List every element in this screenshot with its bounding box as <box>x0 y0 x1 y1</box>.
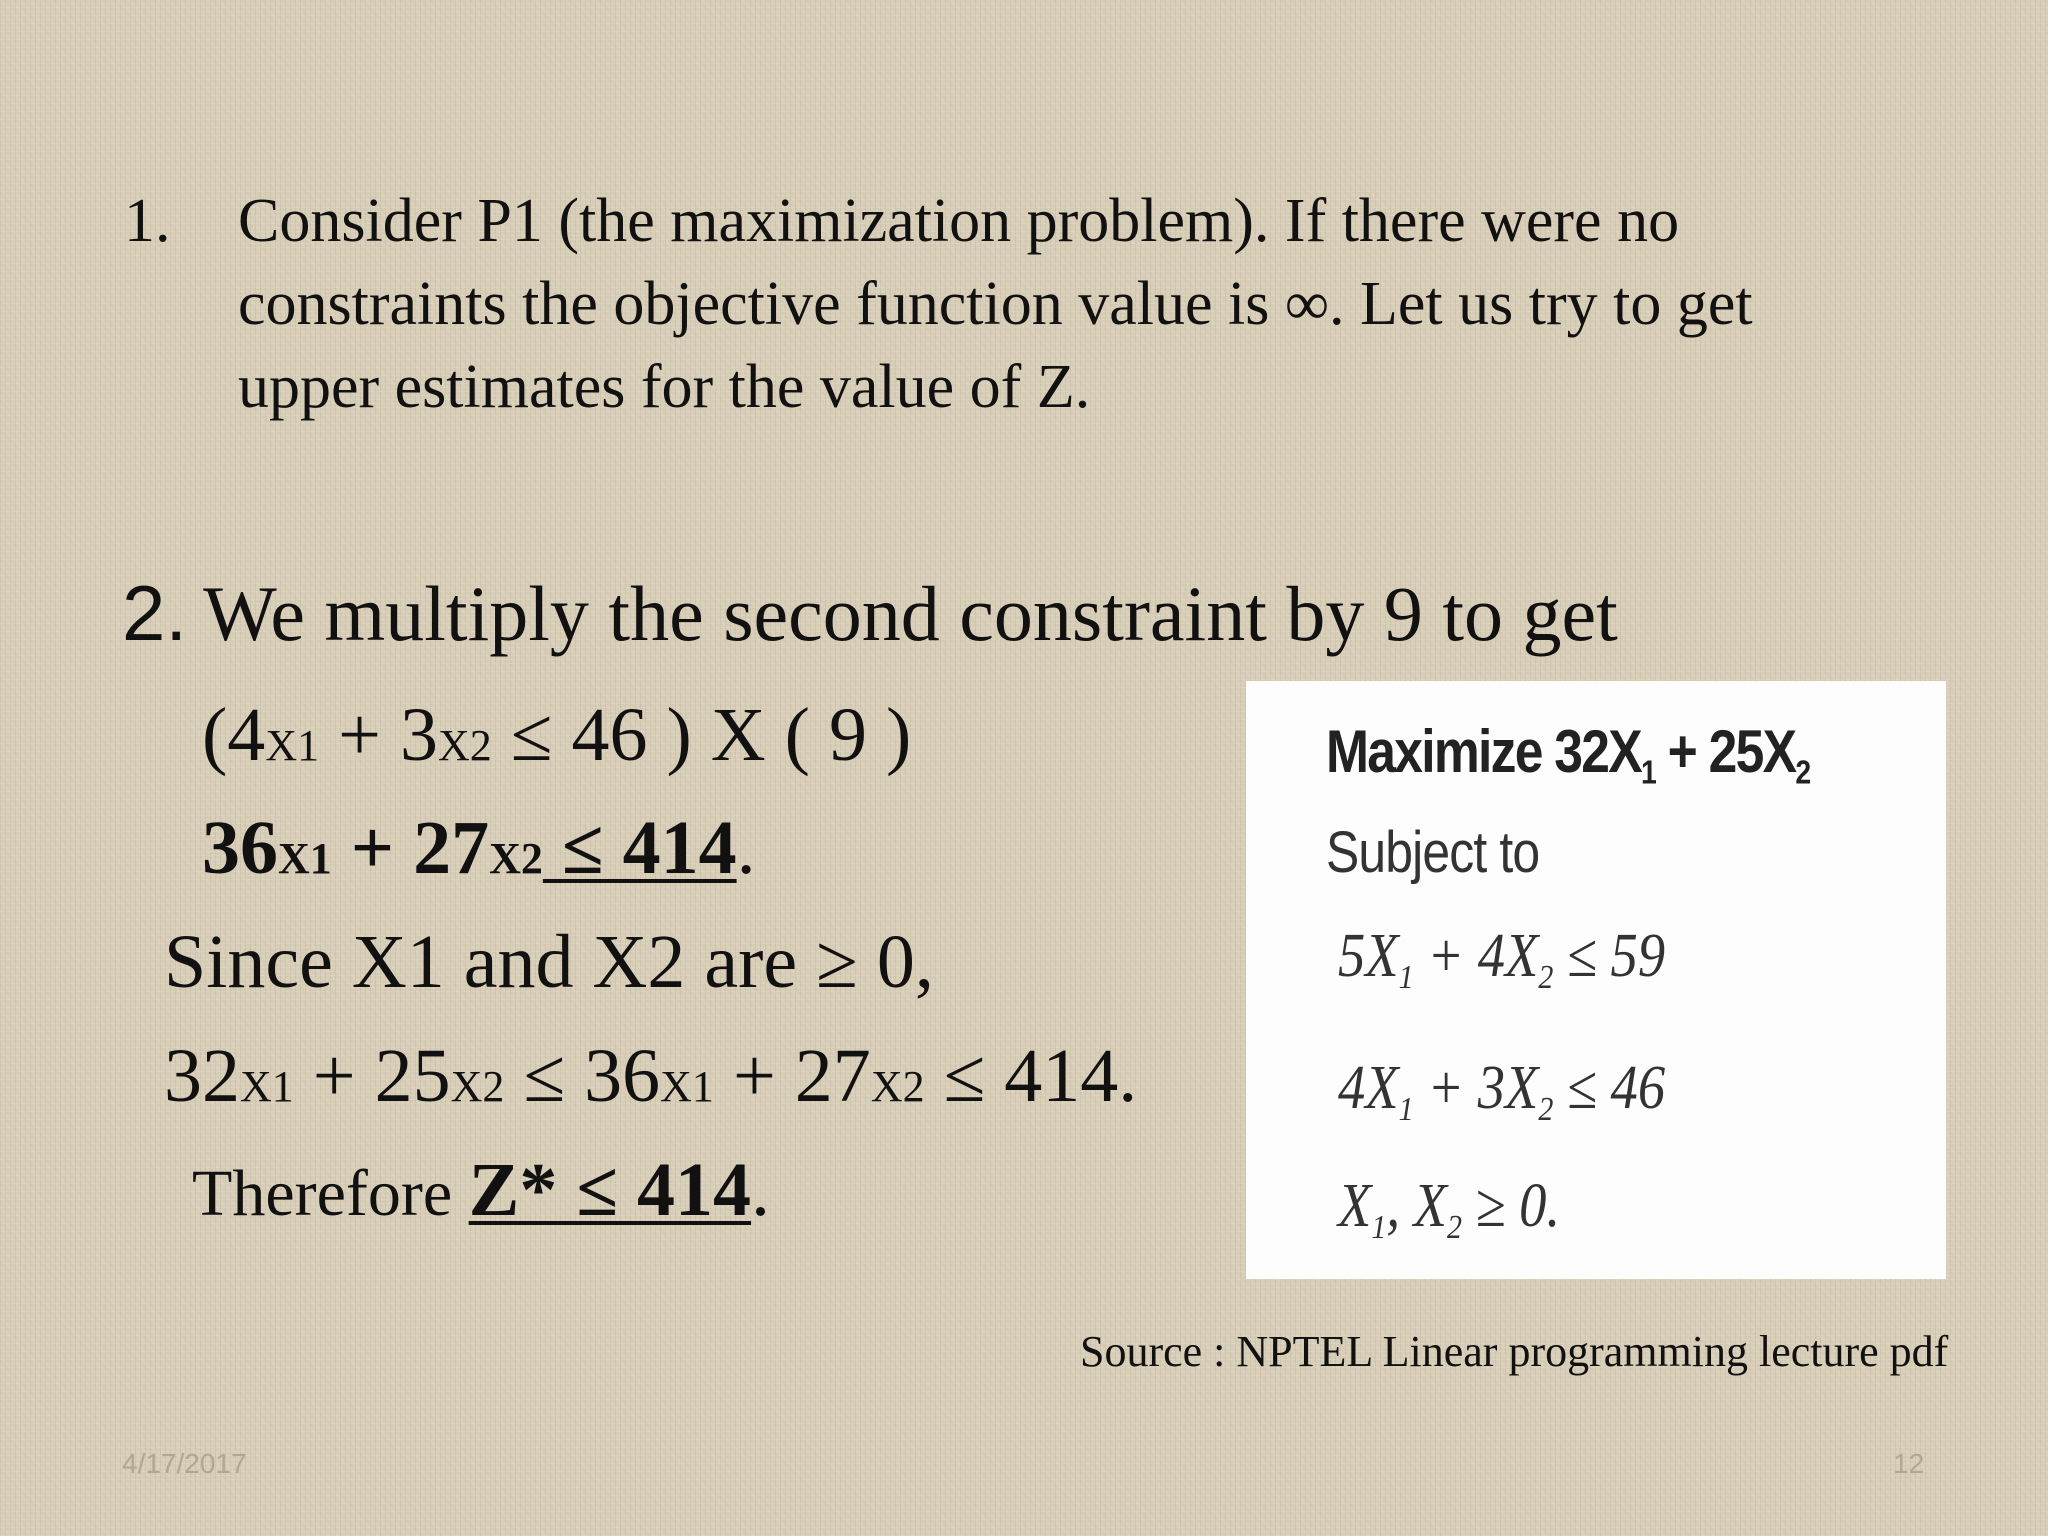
eq-variable: X1 <box>265 721 320 770</box>
eq-text: (4 <box>202 693 266 777</box>
constraint-text: X <box>1338 1172 1372 1240</box>
eq-variable: X2 <box>870 1062 925 1111</box>
subject-to-label: Subject to <box>1326 820 1540 885</box>
subscript: 1 <box>1371 1208 1387 1246</box>
subscript: 2 <box>1446 1208 1462 1246</box>
subscript: 1 <box>1398 958 1414 996</box>
objective-function <box>1326 717 1809 792</box>
eq-text: ≤ 46 ) X ( 9 ) <box>491 693 912 777</box>
constraint-text: ≥ 0. <box>1461 1172 1561 1240</box>
constraint-text: 4X <box>1338 1054 1399 1122</box>
point-1-text <box>238 180 2038 429</box>
equation-nonnegativity <box>164 917 934 1007</box>
eq-variable: X2 <box>437 721 492 770</box>
eq-variable: X1 <box>240 1062 294 1111</box>
point-1-line: upper estimates for the value of Z. <box>238 353 1091 421</box>
eq-text: ≤ 36 <box>504 1034 661 1118</box>
footer-date: 4/17/2017 <box>122 1448 247 1479</box>
constraint-nonnegativity <box>1338 1171 1560 1247</box>
eq-text: + 25 <box>293 1034 451 1118</box>
equation-result <box>202 803 756 904</box>
constraint-text: , X <box>1386 1172 1447 1240</box>
eq-text: + 27 <box>331 806 490 890</box>
point-1-line: constraints the objective function value is ∞. Let us try to get <box>238 270 1753 338</box>
eq-text: ≤ 414. <box>924 1034 1138 1118</box>
problem-statement-box <box>1246 681 1946 1279</box>
subscript: 2 <box>1538 1090 1554 1128</box>
point-2-text: We multiply the second constraint by 9 to get <box>203 570 1618 657</box>
eq-variable: X2 <box>450 1062 505 1111</box>
page-number: 12 <box>1893 1448 1925 1479</box>
eq-text: . <box>751 1148 771 1232</box>
eq-variable: X1 <box>278 834 332 883</box>
conclusion-lead: Therefore <box>192 1157 469 1230</box>
constraint-text: + 3X <box>1413 1054 1539 1122</box>
eq-variable: X2 <box>489 834 543 883</box>
eq-variable: X1 <box>660 1062 714 1111</box>
point-1-number: 1. <box>124 187 171 255</box>
constraint-text: ≤ 59 <box>1553 922 1666 990</box>
constraint-text: + 4X <box>1413 922 1539 990</box>
conclusion-bound: Z* ≤ 414 <box>468 1148 752 1232</box>
point-1-line: Consider P1 (the maximization problem). If there were no <box>238 187 1680 255</box>
subscript: 1 <box>1398 1090 1414 1128</box>
equation-comparison <box>164 1031 1137 1132</box>
eq-text: 32 <box>164 1034 240 1118</box>
constraint-2 <box>1338 1053 1665 1129</box>
point-2-number: 2. <box>122 569 188 657</box>
source-citation: Source : NPTEL Linear programming lecture pdf <box>1080 1327 1949 1376</box>
constraint-1 <box>1338 921 1665 997</box>
objective-text: Maximize 32X <box>1326 718 1641 785</box>
constraint-text: 5X <box>1338 922 1399 990</box>
eq-text: 36 <box>202 806 278 890</box>
equation-multiply <box>202 690 911 791</box>
subscript: 2 <box>1795 753 1810 791</box>
eq-text: Since X1 and X2 are ≥ 0, <box>164 920 934 1004</box>
eq-bound: ≤ 414 <box>542 806 737 890</box>
eq-text: . <box>736 806 756 890</box>
eq-text: + 27 <box>713 1034 871 1118</box>
conclusion <box>192 1145 770 1239</box>
constraint-text: ≤ 46 <box>1553 1054 1666 1122</box>
eq-text: + 3 <box>319 693 438 777</box>
point-2 <box>122 568 1618 659</box>
subscript: 1 <box>1640 753 1656 791</box>
subscript: 2 <box>1538 958 1554 996</box>
objective-text: + 25X <box>1655 718 1796 785</box>
